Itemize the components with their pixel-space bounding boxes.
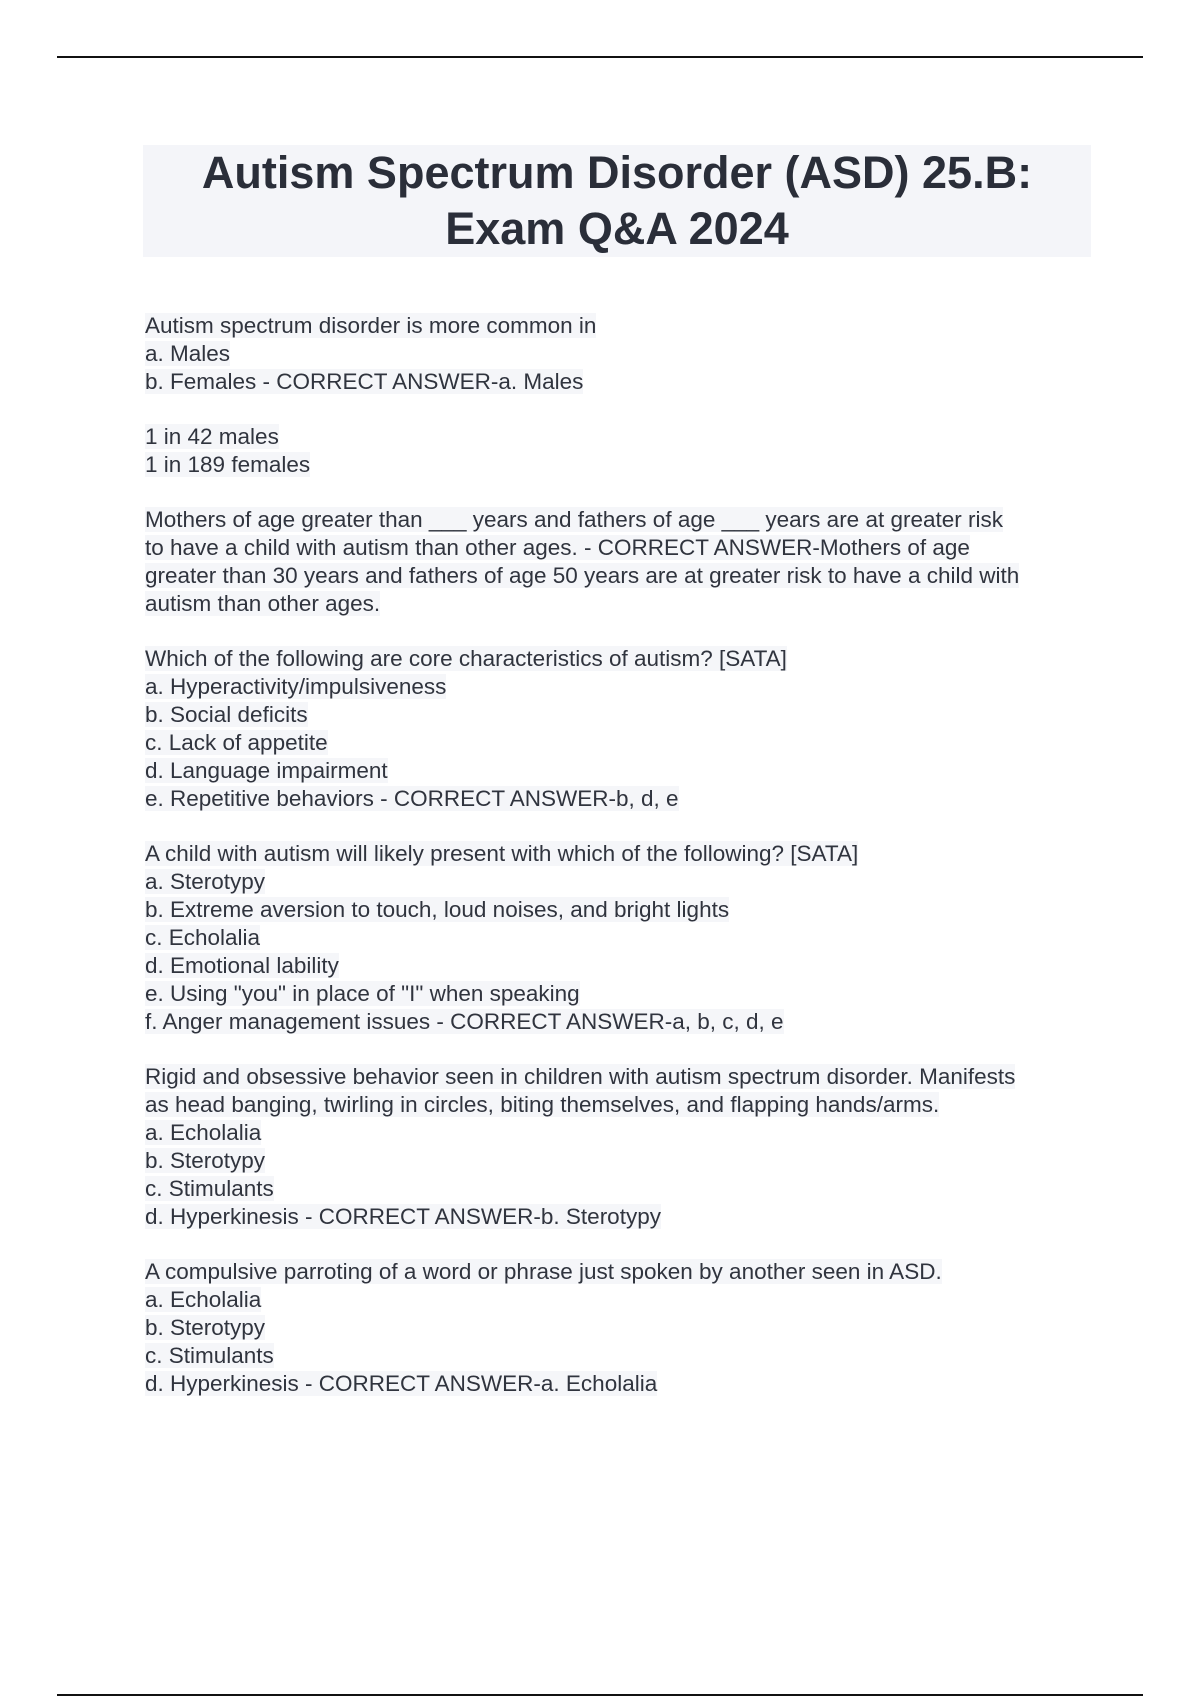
line-text: d. Language impairment [145, 758, 388, 783]
answer-line [145, 562, 1095, 590]
line-text: Mothers of age greater than ___ years and fathers of age ___ years are at greater risk [145, 507, 1003, 532]
answer-line [145, 952, 1095, 980]
answer-line [145, 868, 1095, 896]
line-text: Autism spectrum disorder is more common in [145, 313, 597, 338]
line-text: 1 in 42 males [145, 424, 279, 449]
document-title [202, 145, 1032, 257]
line-text: a. Hyperactivity/impulsiveness [145, 674, 447, 699]
line-text: 1 in 189 females [145, 452, 311, 477]
line-text: e. Using "you" in place of "I" when speaking [145, 981, 580, 1006]
line-text: a. Echolalia [145, 1287, 262, 1312]
qa-content [145, 312, 1095, 1425]
line-text: autism than other ages. [145, 591, 381, 616]
answer-line [145, 785, 1095, 813]
qa-block [145, 840, 1095, 1036]
question-text [145, 645, 1095, 673]
answer-line [145, 1203, 1095, 1231]
question-text [145, 840, 1095, 868]
question-text [145, 423, 1095, 451]
answer-line [145, 1091, 1095, 1119]
qa-block [145, 506, 1095, 618]
answer-line [145, 924, 1095, 952]
answer-line [145, 1008, 1095, 1036]
line-text: b. Females - CORRECT ANSWER-a. Males [145, 369, 584, 394]
line-text: a. Sterotypy [145, 869, 266, 894]
line-text: a. Males [145, 341, 231, 366]
answer-line [145, 590, 1095, 618]
question-text [145, 506, 1095, 534]
title-line-1: Autism Spectrum Disorder (ASD) 25.B: [201, 147, 1033, 198]
qa-block [145, 423, 1095, 479]
line-text: c. Stimulants [145, 1343, 274, 1368]
answer-line [145, 1147, 1095, 1175]
answer-line [145, 534, 1095, 562]
line-text: d. Emotional lability [145, 953, 339, 978]
line-text: d. Hyperkinesis - CORRECT ANSWER-b. Sterotypy [145, 1204, 661, 1229]
qa-block [145, 645, 1095, 813]
title-banner [143, 145, 1091, 257]
answer-line [145, 1342, 1095, 1370]
line-text: c. Lack of appetite [145, 730, 328, 755]
top-rule [57, 56, 1143, 58]
answer-line [145, 729, 1095, 757]
answer-line [145, 1370, 1095, 1398]
answer-line [145, 1175, 1095, 1203]
answer-line [145, 1314, 1095, 1342]
title-line-2: Exam Q&A 2024 [445, 203, 789, 254]
answer-line [145, 1286, 1095, 1314]
bottom-rule [57, 1694, 1143, 1696]
line-text: b. Sterotypy [145, 1315, 266, 1340]
question-text [145, 1258, 1095, 1286]
question-text [145, 1063, 1095, 1091]
answer-line [145, 1119, 1095, 1147]
question-text [145, 312, 1095, 340]
answer-line [145, 896, 1095, 924]
line-text: c. Stimulants [145, 1176, 274, 1201]
line-text: as head banging, twirling in circles, biting themselves, and flapping hands/arms. [145, 1092, 940, 1117]
answer-line [145, 757, 1095, 785]
answer-line [145, 980, 1095, 1008]
answer-line [145, 368, 1095, 396]
answer-line [145, 701, 1095, 729]
qa-block [145, 312, 1095, 396]
answer-line [145, 451, 1095, 479]
line-text: b. Social deficits [145, 702, 308, 727]
line-text: a. Echolalia [145, 1120, 262, 1145]
line-text: to have a child with autism than other ages. - CORRECT ANSWER-Mothers of age [145, 535, 970, 560]
line-text: A compulsive parroting of a word or phrase just spoken by another seen in ASD. [145, 1259, 942, 1284]
answer-line [145, 340, 1095, 368]
qa-block [145, 1063, 1095, 1231]
qa-block [145, 1258, 1095, 1398]
line-text: A child with autism will likely present with which of the following? [SATA] [145, 841, 859, 866]
line-text: c. Echolalia [145, 925, 261, 950]
line-text: b. Sterotypy [145, 1148, 266, 1173]
answer-line [145, 673, 1095, 701]
line-text: e. Repetitive behaviors - CORRECT ANSWER-b, d, e [145, 786, 679, 811]
line-text: Which of the following are core characteristics of autism? [SATA] [145, 646, 787, 671]
line-text: Rigid and obsessive behavior seen in children with autism spectrum disorder. Manifests [145, 1064, 1016, 1089]
line-text: d. Hyperkinesis - CORRECT ANSWER-a. Echolalia [145, 1371, 658, 1396]
line-text: b. Extreme aversion to touch, loud noises, and bright lights [145, 897, 730, 922]
line-text: greater than 30 years and fathers of age 50 years are at greater risk to have a child with [145, 563, 1020, 588]
line-text: f. Anger management issues - CORRECT ANSWER-a, b, c, d, e [145, 1009, 784, 1034]
